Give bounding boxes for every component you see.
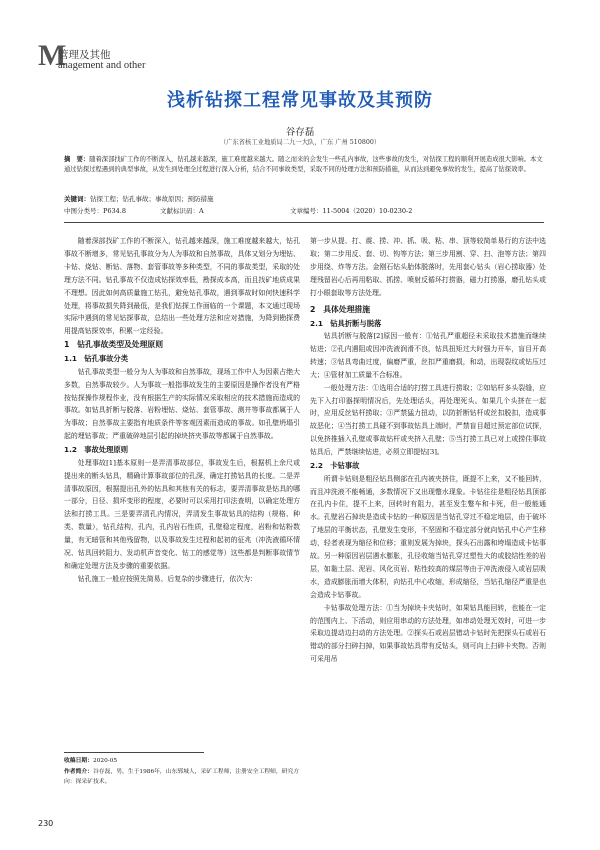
paragraph-continued: 第一步从提、打、震、捞、冲、抓、吸、粘、串、顶等较简单易行的方法中选取；第二步用反、套、切、钩等方法；第三步用割、穿、扫、泡等方法；第四步用绕、炸等方法。金刚石钻头胎体脱落时，先用套心钻头（岩心捞取器）处理残留岩心后再用粘取、抓捞、喷射反循环打捞器，磁力打捞器，磨孔钻头或打小眼套取等方法处理。	[310, 237, 546, 297]
keywords-label: 关键词：	[64, 195, 90, 203]
author-bio	[64, 767, 300, 788]
right-column	[310, 235, 546, 666]
received-label: 收稿日期：	[64, 758, 93, 764]
clc-number: 中图分类号：P634.8	[64, 207, 126, 215]
subsection-heading-2-1: 2.1 钻具折断与脱落	[310, 318, 382, 328]
abstract-label: 摘 要：	[64, 156, 90, 163]
header-big-letter: M	[38, 39, 67, 72]
abstract	[64, 155, 544, 175]
paragraph-2-1a: 钻具折断与脱落[2]原因一般有：①钻孔严重超径未采取技术措施而继续钻进；②孔内遇阻或因冲洗液润滑不良，钻具扭矩过大时强力开车，盲目开高转速；③钻具弯曲过度，偏磨严重，丝扣严重磨损，和动，出现裂纹或钻压过大；④管材加工质量不合标准。	[310, 332, 546, 379]
article-author: 谷存磊	[285, 127, 315, 138]
author-bio-text: 谷存磊，男，生于1986年，山东郓城人，采矿工程师，注册安全工程师，研究方向：探采矿技术。	[64, 768, 300, 785]
received-value: 2020-05	[93, 758, 118, 764]
footnotes	[64, 756, 300, 788]
paragraph-2-2a: 所谓卡钻则是粗径钻具侧部在孔内被夹挤住，既提不上来，又不能回转，而且冲洗液不能畅通，多数情况下又出现蹩水现象。卡钻往往是粗径钻具顶部在孔内卡住，提不上来，回转时有阻力，甚至发生蹩车和卡死，但一般能通水。孔壁岩石掉块是造成卡钻的一种原因是当钻孔穿过不稳定地层，由于破坏了地层的平衡状态，孔壁发生变形，不坚固和不稳定部分就向钻孔中心产生移动，轻者表现为缩径和位移；重则发展为掉块，探头石出露和垮塌造成卡钻事故。另一种原因岩层遇水膨胀，孔径收缩当钻孔穿过塑性大的或胶结性差的岩层，如黏土层、泥岩、风化页岩、粘性较高的煤层等由于冲洗液侵入或岩层吸水，造成膨胀而增大体积，向钻孔中心收缩，形成缩径，当钻孔缩径严重是也会造成卡钻事故。	[310, 474, 546, 599]
subsection-heading-1-2: 1.2 事故处理原则	[64, 445, 129, 455]
section-header	[38, 39, 258, 80]
section-heading-2: 2 具体处理措施	[310, 304, 371, 314]
paragraph-1-1: 钻孔事故类型一般分为人为事故和自然事故，现场工作中人为因素占绝大多数，自然事故较少。人为事故一般指事故发生的主要原因是操作者没有严格按钻探操作规程作业，没有根据生产的实际情况采取相应的技术措施而造成的事故。如钻具折断与脱落、岩粉埋钻、烧钻、套管事故、测井等事故都属于人为事故；自然事故主要指有地质条件等客观因素而造成的事故。如孔壁坍塌引起的埋钻事故；严重破碎地层引起的掉块挤夹事故等都属于自然事故。	[64, 367, 300, 441]
subsection-heading-1-1: 1.1 钻孔事故分类	[64, 354, 129, 364]
header-divider	[64, 222, 544, 223]
paragraph-1-2b: 钻孔施工一般应按照先简易、后复杂的步骤进行，依次为：	[77, 574, 257, 583]
received-date	[64, 756, 300, 767]
article-number: 文章编号：11-5004（2020）10-0230-2	[290, 207, 413, 215]
keywords	[64, 194, 544, 203]
author-affiliation: （广东省核工业地质局二九一大队，广东 广州 510800）	[219, 139, 381, 146]
paragraph-2-2b: 卡钻事故处理方法：①当为掉块卡夹钻时，如果钻具能回转，也能在一定的范围内上、下活动，则应用串动的方法处理，如串动处理无效时，可进一步采取边提动边扫动的方法处理。②探头石或岩层错动卡钻时先把探头石或岩石错动的部分扫碎扫掉，如果事故钻具带有反钻头，则可向上扫碎卡夹物。否则可采用吊	[310, 603, 546, 664]
subsection-heading-2-2: 2.2 卡钻事故	[310, 461, 360, 471]
paragraph-2-1b: 一般处理方法：①选用合适的打捞工具进行捞取；②如钻杆多头裂缝，应先下入打印器探明情况后，先处理话头，再处理死头。如果几个头挤在一起时，应用反丝钻杆捞取；③严禁猛力扭动，以防折断钻杆或丝扣脱扣，造成事故恶化；④当打捞工具碰不到事故钻具上端时，严禁盲目超过预定部位试探，以免挤推插入孔壁或事故钻杆或夹挤入孔壁；⑤当打捞工具已对上或捞住事故钻具后，严禁继续钻进，必须立即提钻[3]。	[310, 383, 546, 457]
abstract-text: 随着深部找矿工作的不断深入，钻孔越来越深，施工难度越来越大。随之而来的会发生一些孔内事故，这些事故的发生，对钻探工程的顺利开展造成很大影响。本文通过钻探过程遇到的典型事故，从发生到处理全过程进行深入分析，结合不同事故类型，采取不同的处理方法和预防措施，从而达到避免事故的发生，提高了钻探效率。	[64, 156, 543, 173]
keywords-text: 钻探工程；钻孔事故；事故原因；预防措施	[90, 195, 214, 203]
classification-line	[64, 206, 544, 216]
intro-paragraph: 随着深部找矿工作的不断深入，钻孔越来越深，施工难度越来越大，钻孔事故不断增多，常见钻孔事故分为人为事故和自然事故，具体又划分为埋钻、卡钻、烧钻、断钻、落物、套管事故等多种类型，不同的事故类型，采取的处理方法不同。钻孔事故不仅造成钻探效率低，勘探成本高，而且找矿地质成果不理想。因此如何高质量施工钻孔，避免钻孔事故，遇到事故时如何快速科学处理，将事故损失降到最低，是我们钻探工作面临的一个课题，本文通过现场实际中遇到的常见钻探事故，总结出一些处理方法和应对措施，为降到勘探费用提高钻探效率，积累一定经验。	[64, 237, 300, 336]
header-section-cn: 管理及其他	[58, 49, 111, 61]
page-number: 230	[38, 819, 54, 828]
document-code: 文献标识码：A	[160, 207, 204, 215]
section-heading-1: 1 钻孔事故类型及处理原则	[64, 340, 163, 350]
author-bio-label: 作者简介：	[64, 768, 93, 775]
header-section-en: anagement and other	[58, 60, 146, 71]
article-title: 浅析钻探工程常见事故及其预防	[167, 90, 433, 111]
footnote-divider	[64, 752, 204, 753]
left-column	[64, 235, 300, 586]
paragraph-1-2a: 处理事故[1]基本原则一是弄清事故部位，事故发生后，根据机上余尺或提出来的断头钻具，精确计算事故部位的孔深，确定打捞钻具的长度。二是弄清事故原因，根据提出孔外的钻具和其他有关的标志，要弄清事故是钻具的哪一部分，日径、损坏变形的程度，必要时可以采用打印法查明，以确定处理方法和打捞工具。三是要弄清孔内情况，弄清发生事故钻具的结构（规格、种类、数量），钻孔结构，孔内，孔内岩石性质，孔壁稳定程度，岩粉和钻粉数量，有无暗管和其他残留物，以及事故发生过程和起初的征兆（冲洗液循环情况、钻具回转阻力、发动机声音变化、钻工的感觉等）这些都是判断事故情节和确定处理方法及步骤的重要依据。	[64, 458, 300, 570]
